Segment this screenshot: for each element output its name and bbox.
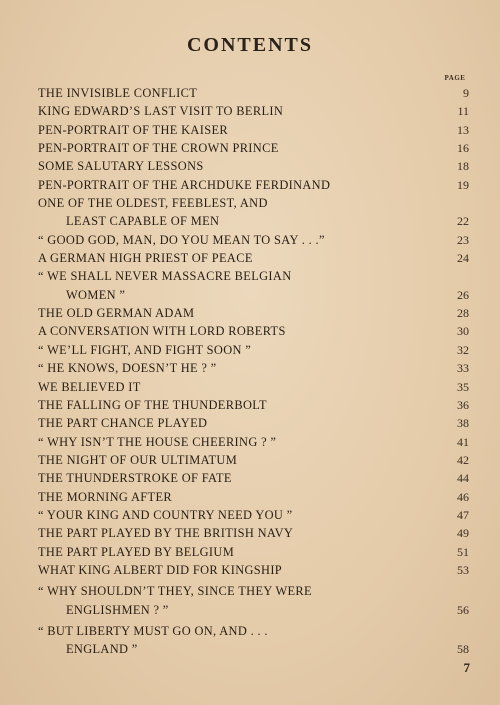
entry-title: A GERMAN HIGH PRIEST OF PEACE xyxy=(38,251,253,266)
contents-entry xyxy=(38,359,473,377)
entry-title: THE PART CHANCE PLAYED xyxy=(38,416,208,431)
entry-title: KING EDWARD’S LAST VISIT TO BERLIN xyxy=(38,104,284,119)
contents-entry xyxy=(38,231,473,249)
contents-entry xyxy=(38,506,473,524)
entry-page-number: 33 xyxy=(457,361,469,376)
contents-entry xyxy=(38,622,473,659)
entry-title: “ GOOD GOD, MAN, DO YOU MEAN TO SAY . . .” xyxy=(38,232,325,247)
contents-entry xyxy=(38,176,473,194)
entry-title: WE BELIEVED IT xyxy=(38,379,141,394)
entry-title: “ WE SHALL NEVER MASSACRE BELGIAN xyxy=(38,269,292,284)
contents-entry xyxy=(38,451,473,469)
contents-list xyxy=(38,84,473,659)
entry-page-number: 30 xyxy=(457,324,469,339)
entry-page-number: 47 xyxy=(457,507,469,522)
entry-page-number: 9 xyxy=(463,86,469,100)
entry-title-continuation: LEAST CAPABLE OF MEN xyxy=(66,214,220,229)
entry-page-number: 23 xyxy=(457,232,469,247)
entry-page-number: 35 xyxy=(457,379,469,394)
contents-entry xyxy=(38,582,473,619)
entry-page-number: 24 xyxy=(457,251,469,266)
entry-page-number: 38 xyxy=(457,416,469,431)
contents-entry xyxy=(38,488,473,506)
entry-page-number: 56 xyxy=(457,602,469,617)
contents-entry xyxy=(38,84,473,102)
entry-title: ONE OF THE OLDEST, FEEBLEST, AND xyxy=(38,196,268,211)
contents-entry xyxy=(38,267,473,304)
entry-title: “ WE’LL FIGHT, AND FIGHT SOON ” xyxy=(38,342,252,357)
contents-entry xyxy=(38,433,473,451)
entry-title: THE INVISIBLE CONFLICT xyxy=(38,86,198,100)
page-title: CONTENTS xyxy=(186,34,314,56)
entry-title: SOME SALUTARY LESSONS xyxy=(38,159,204,174)
entry-page-number: 26 xyxy=(457,287,469,302)
entry-page-number: 58 xyxy=(457,642,469,657)
entry-title: PEN-PORTRAIT OF THE ARCHDUKE FERDINAND xyxy=(38,177,331,192)
entry-title: PEN-PORTRAIT OF THE KAISER xyxy=(38,122,228,137)
entry-title: A CONVERSATION WITH LORD ROBERTS xyxy=(38,324,286,339)
entry-page-number: 42 xyxy=(457,452,469,467)
contents-entry xyxy=(38,139,473,157)
entry-page-number: 36 xyxy=(457,397,469,412)
contents-entry xyxy=(38,561,473,579)
entry-title: THE NIGHT OF OUR ULTIMATUM xyxy=(38,452,238,467)
entry-title-continuation: WOMEN ” xyxy=(66,287,126,302)
entry-title: WHAT KING ALBERT DID FOR KINGSHIP xyxy=(38,562,283,577)
contents-entry xyxy=(38,469,473,487)
entry-title: THE THUNDERSTROKE OF FATE xyxy=(38,471,232,486)
entry-page-number: 41 xyxy=(457,434,469,449)
entry-page-number: 13 xyxy=(457,122,469,137)
entry-page-number: 22 xyxy=(457,214,469,229)
entry-title: “ BUT LIBERTY MUST GO ON, AND . . . xyxy=(38,623,268,638)
contents-entry xyxy=(38,102,473,120)
entry-title: PEN-PORTRAIT OF THE CROWN PRINCE xyxy=(38,141,279,156)
folio-number: 7 xyxy=(463,660,470,675)
contents-entry xyxy=(38,543,473,561)
entry-title: THE PART PLAYED BY BELGIUM xyxy=(38,544,235,559)
entry-page-number: 16 xyxy=(457,141,469,156)
entry-page-number: 11 xyxy=(457,104,469,119)
contents-entry xyxy=(38,378,473,396)
entry-page-number: 32 xyxy=(457,342,469,357)
contents-entry xyxy=(38,249,473,267)
entry-page-number: 28 xyxy=(457,306,469,321)
entry-page-number: 51 xyxy=(457,544,469,559)
entry-page-number: 44 xyxy=(457,471,469,486)
contents-entry xyxy=(38,304,473,322)
page-column-header: PAGE xyxy=(444,74,466,82)
contents-entry xyxy=(38,157,473,175)
entry-title: “ WHY SHOULDN’T THEY, SINCE THEY WERE xyxy=(38,584,312,599)
entry-title-continuation: ENGLAND ” xyxy=(66,642,138,657)
entry-title-continuation: ENGLISHMEN ? ” xyxy=(66,602,169,617)
contents-entry xyxy=(38,341,473,359)
entry-title: THE PART PLAYED BY THE BRITISH NAVY xyxy=(38,526,294,541)
entry-title: “ HE KNOWS, DOESN’T HE ? ” xyxy=(38,361,217,376)
entry-title: THE OLD GERMAN ADAM xyxy=(38,306,195,321)
entry-page-number: 49 xyxy=(457,526,469,541)
entry-page-number: 18 xyxy=(457,159,469,174)
contents-entry xyxy=(38,414,473,432)
entry-page-number: 46 xyxy=(457,489,469,504)
entry-page-number: 19 xyxy=(457,177,469,192)
contents-entry xyxy=(38,194,473,231)
entry-title: “ WHY ISN’T THE HOUSE CHEERING ? ” xyxy=(38,434,277,449)
contents-entry xyxy=(38,322,473,340)
contents-entry xyxy=(38,121,473,139)
contents-entry xyxy=(38,396,473,414)
entry-title: THE FALLING OF THE THUNDERBOLT xyxy=(38,397,267,412)
contents-entry xyxy=(38,524,473,542)
entry-page-number: 53 xyxy=(457,562,469,577)
entry-title: THE MORNING AFTER xyxy=(38,489,172,504)
entry-title: “ YOUR KING AND COUNTRY NEED YOU ” xyxy=(38,507,293,522)
